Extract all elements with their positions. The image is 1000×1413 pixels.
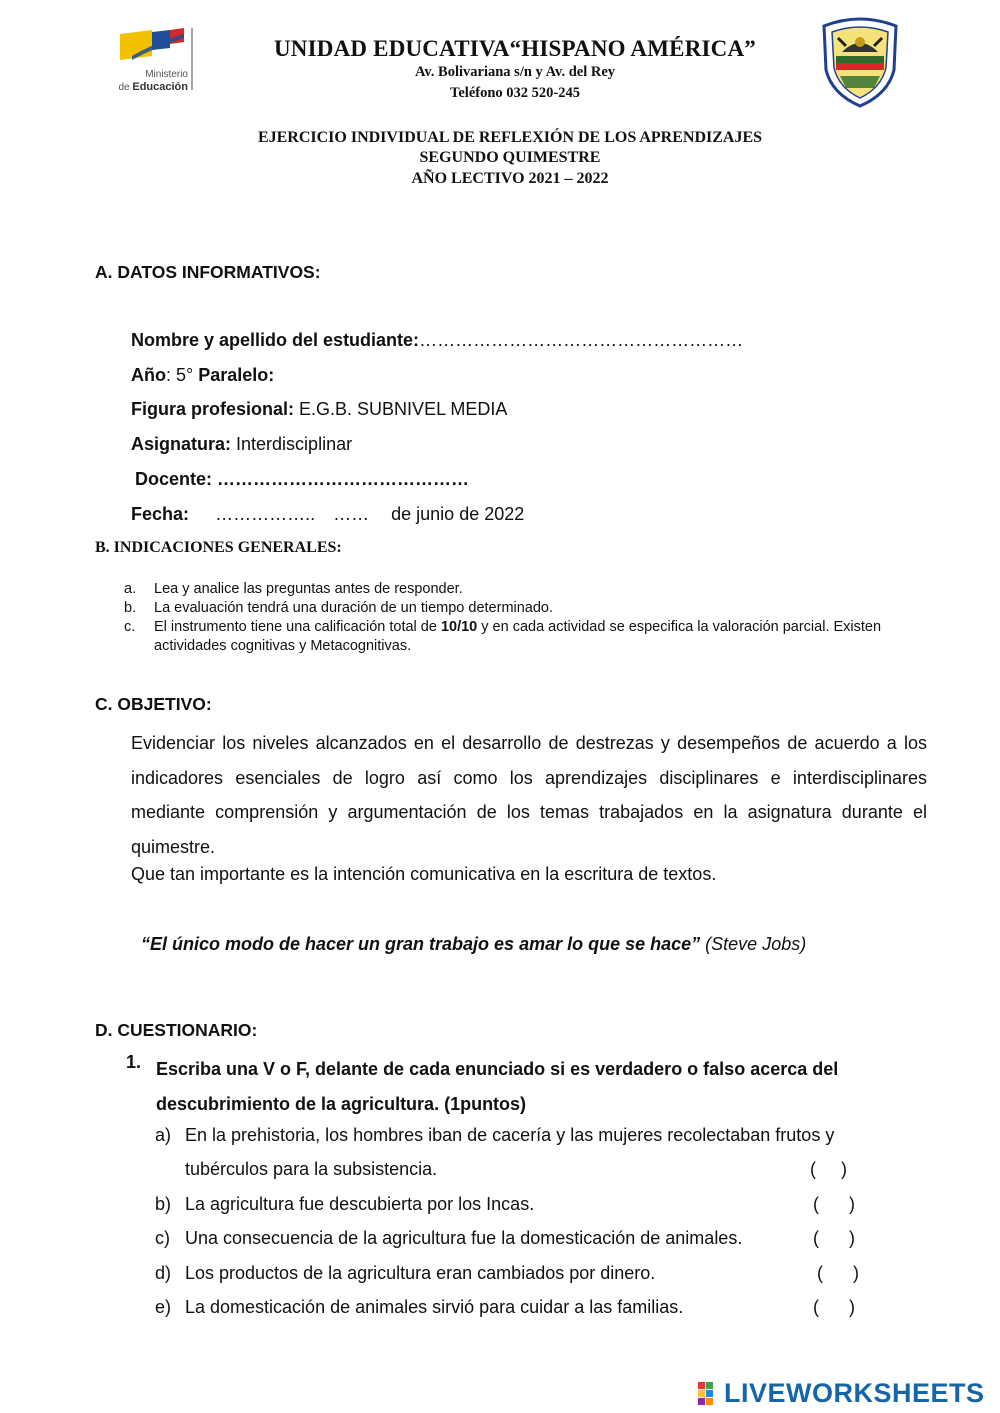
section-d-heading: D. CUESTIONARIO: [95, 1020, 258, 1040]
doc-title-line2: SEGUNDO QUIMESTRE [419, 149, 601, 166]
student-name-row [131, 330, 743, 351]
date-blank-weekday[interactable]: …… [333, 504, 370, 524]
question-number: 1. [126, 1052, 142, 1072]
list-item-text-after: y en cada actividad se especifica la valoración parcial. Existen actividades cognitivas y Metacognitivas. [154, 619, 882, 654]
option-text: Una consecuencia de la agricultura fue la domesticación de animales. [185, 1228, 743, 1248]
year-row [131, 365, 274, 386]
list-marker: b. [124, 600, 137, 616]
list-item-text-before: El instrumento tiene una calificación total de [154, 619, 441, 635]
school-name: UNIDAD EDUCATIVA“HISPANO AMÉRICA” [274, 36, 756, 61]
option-marker: a) [155, 1125, 172, 1145]
liveworksheets-watermark: LIVEWORKSHEETS [724, 1378, 985, 1408]
list-item-text: La evaluación tendrá una duración de un tiempo determinado. [154, 600, 554, 616]
ministry-line1: Ministerio [145, 69, 188, 80]
quote [141, 934, 806, 955]
school-crest-icon [818, 12, 902, 108]
subject-label: Asignatura: [131, 434, 232, 454]
objective-line2: Que tan importante es la intención comunicativa en la escritura de textos. [131, 864, 717, 884]
list-item [124, 580, 884, 599]
answer-box[interactable]: ( ) [817, 1263, 859, 1283]
answer-box[interactable]: ( ) [813, 1297, 855, 1317]
question-text: Escriba una V o F, delante de cada enunciado si es verdadero o falso acerca del descubrimiento de la agricultura. (1puntos) [156, 1059, 839, 1114]
date-label: Fecha: [131, 504, 190, 524]
answer-box[interactable]: ( ) [813, 1228, 855, 1248]
section-c-heading: C. OBJETIVO: [95, 694, 212, 714]
option-marker: d) [155, 1263, 172, 1283]
option-text: La domesticación de animales sirvió para cuidar a las familias. [185, 1297, 684, 1317]
ministry-label [108, 69, 188, 94]
list-item-bold: 10/10 [440, 619, 478, 635]
indications-list [124, 580, 884, 656]
liveworksheets-logo-icon [697, 1378, 723, 1410]
section-b-heading: B. INDICACIONES GENERALES: [95, 539, 342, 556]
option-marker: c) [155, 1228, 170, 1248]
year-value: : 5° [166, 365, 194, 385]
list-item [124, 599, 884, 618]
objective-paragraph: Evidenciar los niveles alcanzados en el desarrollo de destrezas y desempeños de acuerdo a los indicadores esenciales de logro así como los aprendizajes disciplinares e interdisciplinares mediante comprensión y argumentación de los temas trabajados en la asignatura durante el quimestre. [131, 733, 927, 857]
year-label: Año [131, 365, 166, 385]
answer-box[interactable]: ( ) [813, 1194, 855, 1214]
option-marker: b) [155, 1194, 172, 1214]
date-blank-day[interactable]: …………….. [215, 504, 316, 524]
quote-text: “El único modo de hacer un gran trabajo es amar lo que se hace” [141, 934, 701, 954]
date-suffix: de junio de 2022 [391, 504, 525, 524]
option-text: La agricultura fue descubierta por los Incas. [185, 1194, 535, 1214]
doc-title-line1: EJERCICIO INDIVIDUAL DE REFLEXIÓN DE LOS APRENDIZAJES [257, 129, 763, 146]
doc-title-line3: AÑO LECTIVO 2021 – 2022 [411, 170, 609, 187]
quote-author: (Steve Jobs) [705, 934, 807, 954]
school-phone: Teléfono 032 520-245 [450, 85, 580, 101]
list-marker: c. [124, 619, 136, 635]
student-name-label: Nombre y apellido del estudiante: [131, 330, 420, 350]
subject-value: Interdisciplinar [236, 434, 353, 454]
option-text: Los productos de la agricultura eran cambiados por dinero. [185, 1263, 656, 1283]
subject-row [131, 434, 352, 455]
teacher-blank[interactable]: …………………………………… [217, 469, 470, 489]
profile-label: Figura profesional: [131, 399, 295, 419]
profile-value: E.G.B. SUBNIVEL MEDIA [299, 399, 508, 419]
answer-box[interactable]: ( ) [810, 1159, 847, 1179]
teacher-label: Docente: [135, 469, 213, 489]
parallel-label: Paralelo: [198, 365, 275, 385]
ministry-line2-prefix: de [118, 82, 133, 93]
school-address: Av. Bolivariana s/n y Av. del Rey [414, 64, 616, 80]
option-text-cont: tubérculos para la subsistencia. [185, 1159, 438, 1179]
option-text: En la prehistoria, los hombres iban de cacería y las mujeres recolectaban frutos y [185, 1125, 835, 1145]
teacher-row [135, 469, 469, 490]
list-item-text: Lea y analice las preguntas antes de responder. [154, 581, 463, 597]
list-item [124, 618, 884, 656]
option-marker: e) [155, 1297, 172, 1317]
list-marker: a. [124, 581, 137, 597]
section-a-heading: A. DATOS INFORMATIVOS: [95, 262, 321, 282]
student-name-blank[interactable]: ……………………………………………… [419, 330, 744, 350]
date-row [131, 504, 524, 525]
ministry-line2-bold: Educación [132, 81, 188, 93]
profile-row [131, 399, 507, 420]
